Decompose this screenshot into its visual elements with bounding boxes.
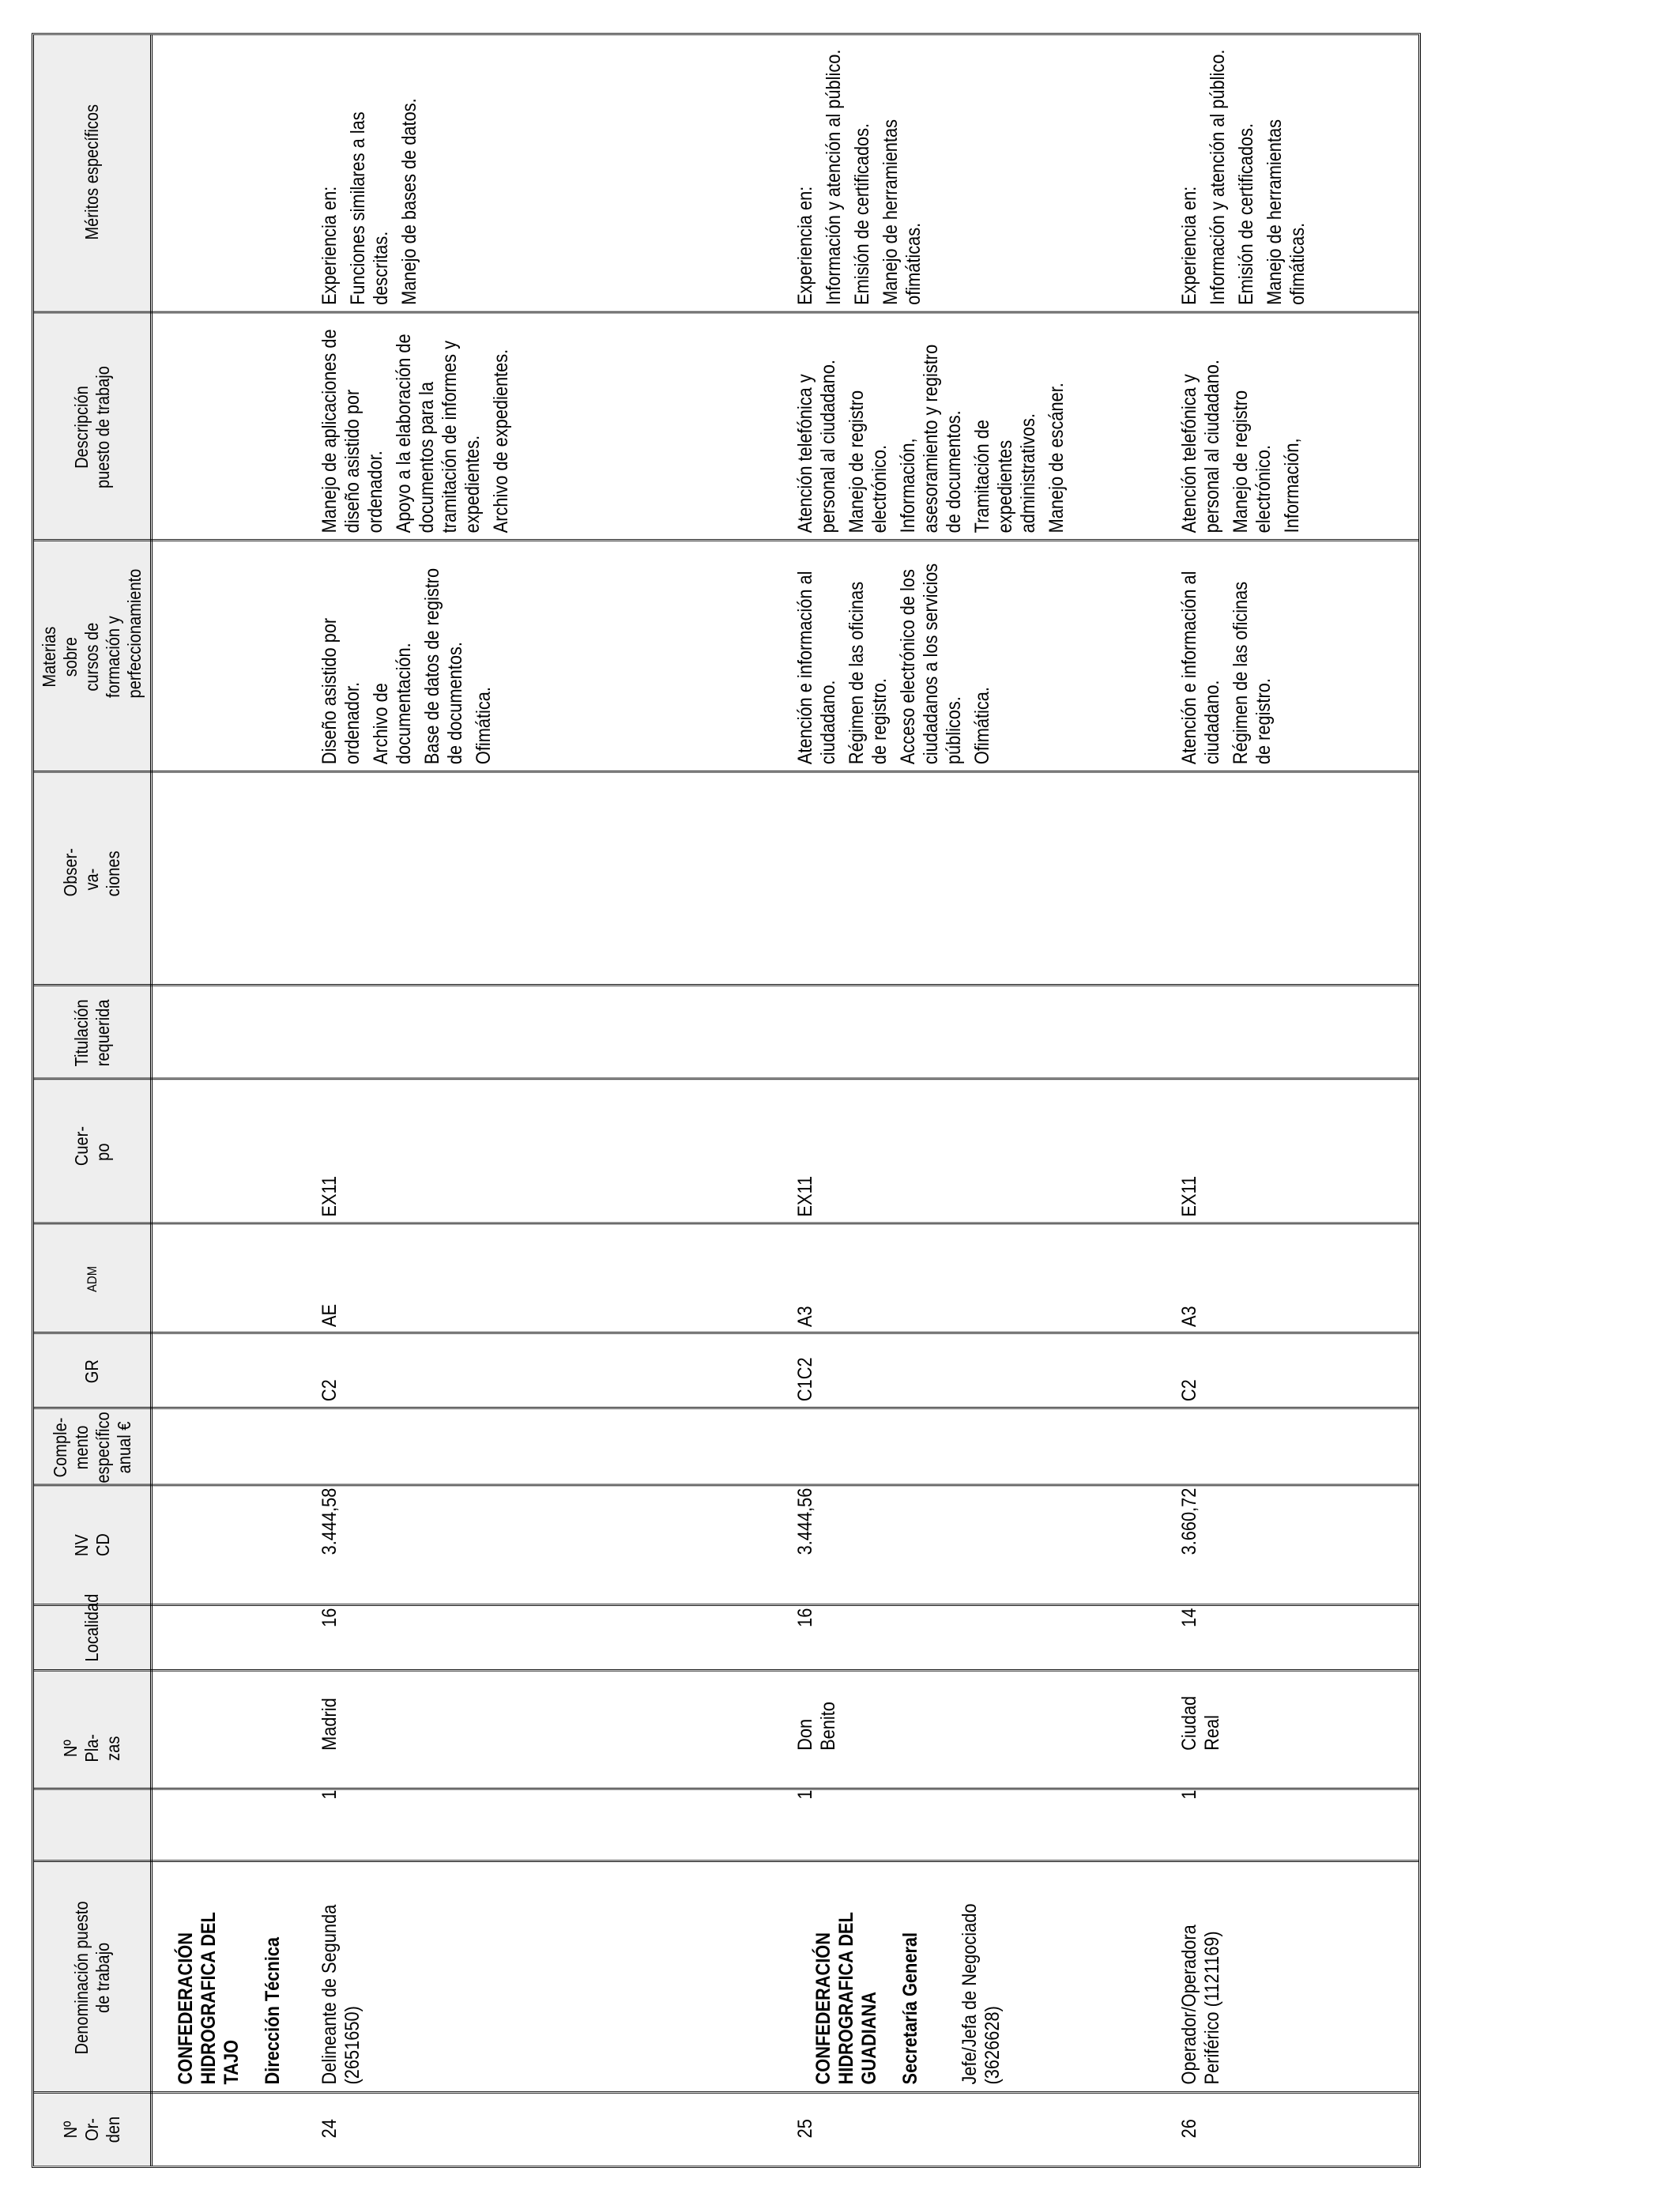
header-complemento: Comple- mento específico anual € bbox=[49, 1412, 134, 1483]
row-denominacion: Operador/Operadora Periférico (1121169) bbox=[1178, 1924, 1223, 2085]
descripcion-item: Apoyo a la elaboración de documentos para la tramitación de informes y expedientes. bbox=[393, 334, 484, 533]
section-unidad: Dirección Técnica bbox=[262, 1937, 284, 2085]
row-cuerpo: EX11 bbox=[1178, 1175, 1200, 1217]
row-nivel: 16 bbox=[794, 1608, 816, 1627]
row-grupo: C2 bbox=[1178, 1379, 1200, 1402]
materia-item: Archivo de documentación. bbox=[370, 643, 415, 765]
header-denominacion: Denominación puesto de trabajo bbox=[70, 1901, 113, 2055]
descripcion-item: Atención telefónica y personal al ciudadano. bbox=[1178, 360, 1223, 533]
header-plazas: Nº Pla- zas bbox=[60, 1734, 123, 1762]
descripcion-item: Información, bbox=[1281, 438, 1303, 533]
column-divider bbox=[34, 1604, 1418, 1606]
job-table bbox=[32, 33, 1421, 2168]
materia-item: Base de datos de registro de documentos. bbox=[421, 567, 466, 765]
row-cuerpo: EX11 bbox=[318, 1175, 341, 1217]
column-divider bbox=[34, 1788, 1418, 1790]
row-grupo: C1C2 bbox=[794, 1357, 816, 1402]
merito-item: Funciones similares a las descritas. bbox=[347, 111, 392, 305]
row-complemento: 3.444,58 bbox=[318, 1487, 341, 1555]
descripcion-item: Manejo de escáner. bbox=[1045, 383, 1068, 533]
merito-item: Experiencia en: bbox=[318, 186, 341, 305]
materia-item: Régimen de las oficinas de registro. bbox=[1230, 581, 1275, 765]
header-observaciones: Obser- va- ciones bbox=[60, 848, 123, 897]
descripcion-item: Archivo de expedientes. bbox=[490, 349, 512, 533]
header-descripcion: Descripción puesto de trabajo bbox=[70, 366, 113, 489]
materia-item: Régimen de las oficinas de registro. bbox=[846, 581, 891, 765]
column-divider bbox=[34, 1669, 1418, 1672]
column-divider bbox=[34, 1484, 1418, 1487]
section-organismo: CONFEDERACIÓN HIDROGRAFICA DEL GUADIANA bbox=[812, 1912, 880, 2085]
row-materias bbox=[794, 558, 1000, 764]
section-unidad: Secretaría General bbox=[899, 1932, 921, 2085]
descripcion-item: Manejo de registro electrónico. bbox=[1230, 390, 1275, 533]
row-cuerpo: EX11 bbox=[794, 1175, 816, 1217]
header-divider bbox=[150, 35, 153, 2166]
descripcion-item: Manejo de registro electrónico. bbox=[846, 390, 891, 533]
merito-item: Manejo de herramientas ofimáticas. bbox=[1264, 119, 1309, 305]
row-descripcion bbox=[318, 326, 518, 533]
materia-item: Ofimática. bbox=[971, 687, 993, 765]
merito-item: Experiencia en: bbox=[794, 186, 816, 305]
row-meritos bbox=[318, 43, 427, 305]
header-localidad: Localidad bbox=[81, 1593, 102, 1662]
descripcion-item: Atención telefónica y personal al ciudadano. bbox=[794, 360, 839, 533]
header-meritos bbox=[34, 31, 150, 313]
merito-item: Manejo de bases de datos. bbox=[398, 98, 420, 305]
column-divider bbox=[34, 1860, 1418, 1862]
merito-item: Información y atención al público. bbox=[1207, 49, 1229, 305]
materia-item: Ofimática. bbox=[473, 687, 495, 765]
descripcion-item: Información, asesoramiento y registro de documentos. bbox=[897, 344, 965, 533]
header-orden: Nº Or- den bbox=[60, 2116, 123, 2143]
row-materias bbox=[1178, 558, 1281, 764]
row-descripcion bbox=[794, 326, 1074, 533]
row-localidad: Don Benito bbox=[794, 1702, 839, 1751]
rotated-page bbox=[0, 32, 1680, 2194]
row-adm: A3 bbox=[794, 1306, 816, 1327]
column-divider bbox=[34, 1223, 1418, 1225]
materia-item: Diseño asistido por ordenador. bbox=[318, 617, 363, 765]
header-grupo: GR bbox=[81, 1359, 102, 1384]
row-plazas: 1 bbox=[794, 1789, 816, 1800]
header-nivel: NV CD bbox=[70, 1533, 113, 1557]
column-divider bbox=[34, 1078, 1418, 1080]
column-divider bbox=[34, 539, 1418, 541]
row-localidad: Madrid bbox=[318, 1698, 341, 1751]
column-divider bbox=[34, 771, 1418, 773]
row-nivel: 16 bbox=[318, 1608, 341, 1627]
header-adm: ADM bbox=[85, 1265, 100, 1292]
row-complemento: 3.444,56 bbox=[794, 1487, 816, 1555]
row-descripcion bbox=[1178, 326, 1309, 533]
merito-item: Manejo de herramientas ofimáticas. bbox=[880, 119, 925, 305]
column-divider bbox=[34, 1407, 1418, 1409]
materia-item: Atención e información al ciudadano. bbox=[1178, 571, 1223, 765]
row-denominacion: Jefe/Jefa de Negociado (3626628) bbox=[959, 1903, 1004, 2085]
row-complemento: 3.660,72 bbox=[1178, 1487, 1200, 1555]
materia-item: Acceso electrónico de los ciudadanos a los servicios públicos. bbox=[897, 563, 965, 765]
row-orden: 25 bbox=[794, 2119, 816, 2139]
column-divider bbox=[34, 311, 1418, 314]
row-plazas: 1 bbox=[1178, 1789, 1200, 1800]
header-titulacion: Titulación requerida bbox=[70, 999, 113, 1067]
merito-item: Emisión de certificados. bbox=[1235, 123, 1257, 305]
row-grupo: C2 bbox=[318, 1379, 341, 1402]
header-cuerpo: Cuer- po bbox=[70, 1125, 113, 1167]
merito-item: Experiencia en: bbox=[1178, 186, 1200, 305]
row-orden: 26 bbox=[1178, 2119, 1200, 2139]
row-denominacion: Delineante de Segunda (2651650) bbox=[318, 1904, 363, 2085]
column-divider bbox=[34, 2091, 1418, 2094]
section-organismo: CONFEDERACIÓN HIDROGRAFICA DEL TAJO bbox=[175, 1912, 243, 2085]
merito-item: Emisión de certificados. bbox=[851, 123, 873, 305]
merito-item: Información y atención al público. bbox=[823, 49, 845, 305]
row-meritos bbox=[794, 43, 931, 305]
header-meritos-label: Méritos específicos bbox=[81, 104, 102, 240]
row-adm: A3 bbox=[1178, 1306, 1200, 1327]
descripcion-item: Manejo de aplicaciones de diseño asistido por ordenador. bbox=[318, 329, 386, 533]
row-materias bbox=[318, 558, 501, 764]
materia-item: Atención e información al ciudadano. bbox=[794, 571, 839, 765]
row-nivel: 14 bbox=[1178, 1608, 1200, 1627]
row-plazas: 1 bbox=[318, 1789, 341, 1800]
column-divider bbox=[34, 1332, 1418, 1334]
descripcion-item: Tramitación de expedientes administrativos. bbox=[971, 413, 1039, 533]
row-localidad: Ciudad Real bbox=[1178, 1695, 1223, 1751]
row-meritos bbox=[1178, 43, 1315, 305]
header-materias: Materias sobre cursos de formación y perfeccionamiento bbox=[39, 568, 145, 699]
column-divider bbox=[34, 984, 1418, 986]
row-adm: AE bbox=[318, 1303, 341, 1327]
row-orden: 24 bbox=[318, 2119, 341, 2139]
